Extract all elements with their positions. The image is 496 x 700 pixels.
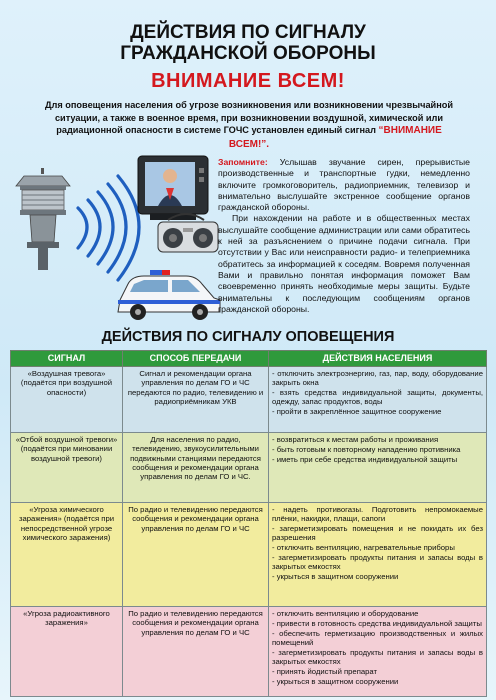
table-row [11, 433, 487, 503]
warning-title: ВНИМАНИЕ ВСЕМ! [151, 70, 345, 92]
row-actions [269, 367, 487, 433]
header-actions: ДЕЙСТВИЯ НАСЕЛЕНИЯ [269, 351, 487, 367]
remember-block [218, 157, 470, 315]
action-item: - пройти в закреплённое защитное сооружение [272, 407, 442, 417]
header-method: СПОСОБ ПЕРЕДАЧИ [123, 351, 269, 367]
action-item: - возвратиться к местам работы и проживания [272, 435, 439, 444]
remember-paragraph-2: При нахождении на работе и в общественных местах выслушайте сообщение администрации или сами обратитесь к ней за разъяснением о причине подачи сигнала. При отсутствии у Вас или неисправности радио- и телеприемника обратитесь за информацией к соседям. Вовремя полученная Вами и правильно понятая информация поможет Вам своевременно принять необходимые меры защиты. Будьте внимательны к последующим сообщениям органов гражданской обороны. [218, 213, 470, 314]
row-signal: «Угроза химического заражения» (подаётся при непосредственной угрозе химического заражения) [11, 503, 123, 607]
action-item: - укрыться в защитном сооружении [272, 676, 399, 686]
radio-waves-icon [78, 176, 139, 280]
action-item: - отключить вентиляцию и оборудование [272, 609, 419, 618]
intro-signal: “ВНИМАНИЕ ВСЕМ!”. [228, 125, 442, 150]
row-actions [269, 433, 487, 503]
intro-text: Для оповещения населения об угрозе возникновения или возникновении чрезвычайной ситуации, а также в военное время, при возникновении воздушной, химической или радиационной опасности в системе ГОЧС установлен единый сигнал [44, 100, 454, 135]
action-item: - отключить вентиляцию, нагревательные приборы [272, 543, 455, 553]
remember-lead: Запомните: [218, 157, 268, 167]
row-method: Для населения по радио, телевидению, звукоусилительными подвижными станциями передаются сообщения и рекомендации органа управления по делам ГО и ЧС. [123, 433, 269, 503]
table-header-row [11, 351, 487, 367]
action-item: - принять йодистый препарат [272, 666, 378, 676]
action-item: - загерметизировать продукты питания и запасы воды в закрытых емкостях [272, 552, 483, 572]
row-actions [269, 503, 487, 607]
row-signal: «Угроза радиоактивного заражения» [11, 607, 123, 697]
action-item: - иметь при себе средства индивидуальной защиты [272, 454, 458, 464]
row-signal: «Отбой воздушной тревоги» (подаётся при миновании воздушной тревоги) [11, 433, 123, 503]
police-car-icon [118, 270, 220, 320]
title-line-2: ГРАЖДАНСКОЙ ОБОРОНЫ [120, 43, 376, 64]
intro-paragraph [36, 99, 462, 151]
action-item: - укрыться в защитном сооружении [272, 572, 399, 582]
table-row [11, 367, 487, 433]
action-item: - обеспечить герметизацию производственных и жилых помещений [272, 628, 483, 647]
page-title [0, 22, 496, 64]
action-item: - быть готовым к повторному нападению противника [272, 444, 461, 454]
siren-icon [16, 168, 70, 270]
signals-table [10, 350, 487, 697]
table-row [11, 503, 487, 607]
action-item: - загерметизировать помещения и не покидать их без разрешения [272, 524, 483, 543]
title-line-1: ДЕЙСТВИЯ ПО СИГНАЛУ [130, 22, 366, 43]
row-method: Сигнал и рекомендации органа управления по делам ГО и ЧС передаются по радио, телевидению и радиоприёмникам УКВ [123, 367, 269, 433]
action-item: - отключить электроэнергию, газ, пар, воду, оборудование закрыть окна [272, 369, 483, 388]
table-row [11, 607, 487, 697]
action-item: - надеть противогазы. Подготовить непромокаемые плёнки, накидки, плащи, сапоги [272, 505, 483, 524]
action-item: - привести в готовность средства индивидуальной защиты [272, 618, 482, 628]
remember-paragraph-1 [218, 157, 470, 213]
row-method: По радио и телевидению передаются сообщения и рекомендации органа управления по делам ГО и ЧС [123, 607, 269, 697]
tv-icon [138, 156, 208, 220]
row-signal: «Воздушная тревога» (подаётся при воздушной опасности) [11, 367, 123, 433]
table-title: ДЕЙСТВИЯ ПО СИГНАЛУ ОПОВЕЩЕНИЯ [101, 329, 395, 345]
header-signal: СИГНАЛ [11, 351, 123, 367]
remember-text-1: Услышав звучание сирен, прерывистые производственные и транспортные гудки, немедленно включите громкоговоритель, радиоприемник, телевизор и внимательно выслушайте экстренное сообщение органов гражданской обороны. [218, 157, 470, 213]
action-item: - взять средства индивидуальной защиты, документы, одежду, запас продуктов, воды [272, 388, 483, 407]
action-item: - загерметизировать продукты питания и запасы воды в закрытых емкостях [272, 647, 483, 666]
row-method: По радио и телевидению передаются сообщения и рекомендации органа управления по делам ГО и ЧС [123, 503, 269, 607]
row-actions [269, 607, 487, 697]
illustration [0, 150, 230, 325]
